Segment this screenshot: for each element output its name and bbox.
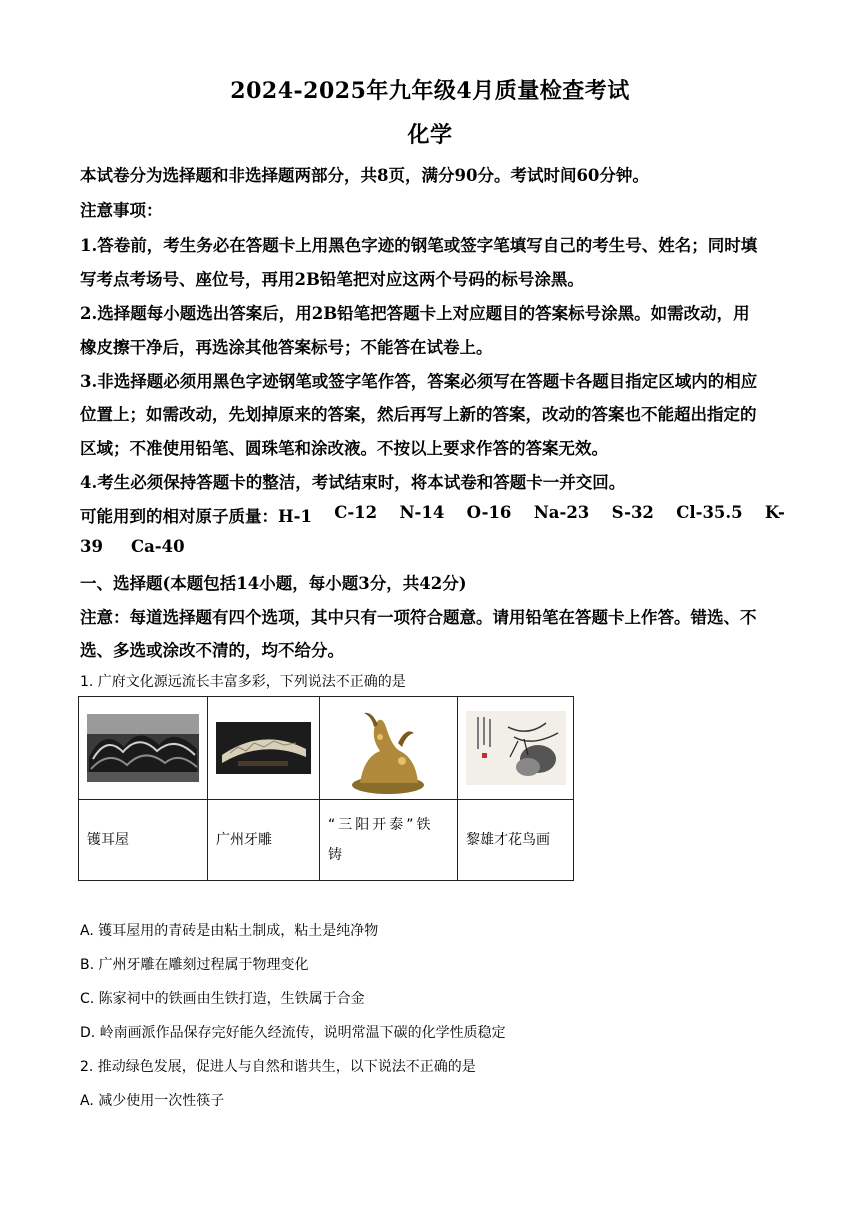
- image-cell: [320, 697, 458, 800]
- atomic-mass-item: H-1: [278, 507, 312, 526]
- question-2-option-a: A. 减少使用一次性筷子: [80, 1093, 225, 1109]
- image-cell: [458, 697, 574, 800]
- question-1-table: [78, 696, 574, 881]
- rule-3-line-2: 位置上；如需改动，先划掉原来的答案，然后再写上新的答案，改动的答案也不能超出指定的: [80, 405, 757, 424]
- question-1-option-a: A. 镬耳屋用的青砖是由粘土制成，粘土是纯净物: [80, 923, 379, 939]
- rule-4: 4.考生必须保持答题卡的整洁，考试结束时，将本试卷和答题卡一并交回。: [80, 473, 626, 492]
- exam-intro: 本试卷分为选择题和非选择题两部分，共8页，满分90分。考试时间60分钟。: [80, 166, 649, 185]
- atomic-mass-item: Na-23: [533, 503, 590, 522]
- atomic-mass-row: [80, 503, 785, 527]
- atomic-mass-item: K-: [764, 503, 785, 522]
- exam-title: 2024-2025年九年级4月质量检查考试: [230, 78, 630, 104]
- image-cell: [208, 697, 320, 800]
- image-cell: [79, 697, 208, 800]
- atomic-mass-label: 可能用到的相对原子质量：: [80, 507, 278, 526]
- section-heading: 一、选择题(本题包括14小题，每小题3分，共42分): [80, 574, 467, 593]
- notice-heading: 注意事项：: [80, 201, 163, 220]
- atomic-mass-item: N-14: [399, 503, 445, 522]
- rule-2-line-1: 2.选择题每小题选出答案后，用2B铅笔把答题卡上对应题目的答案标号涂黑。如需改动，用: [80, 304, 750, 323]
- caption-wok-ear-house: 镬耳屋: [79, 800, 208, 881]
- wok-ear-house-image: [79, 697, 207, 799]
- atomic-mass-item: C-12: [334, 503, 378, 522]
- atomic-mass-item: Ca-40: [130, 537, 185, 556]
- subject-title: 化学: [407, 122, 453, 148]
- caption-ivory-carving: 广州牙雕: [208, 800, 320, 881]
- caption-iron-casting: [320, 800, 458, 881]
- iron-casting-image: [320, 697, 457, 799]
- atomic-mass-continuation: [80, 537, 785, 556]
- rule-3-line-3: 区域；不准使用铅笔、圆珠笔和涂改液。不按以上要求作答的答案无效。: [80, 439, 608, 458]
- question-2-stem: 2. 推动绿色发展，促进人与自然和谐共生，以下说法不正确的是: [80, 1059, 476, 1075]
- atomic-mass-item: 39: [80, 537, 103, 556]
- bird-flower-painting-image: [458, 697, 573, 799]
- rule-3-line-1: 3.非选择题必须用黑色字迹钢笔或签字笔作答，答案必须写在答题卡各题目指定区域内的相应: [80, 372, 758, 391]
- question-1-option-b: B. 广州牙雕在雕刻过程属于物理变化: [80, 957, 309, 973]
- caption-iron-casting-line-1: “三阳开泰”铁: [328, 817, 434, 833]
- ivory-carving-image: [208, 697, 319, 799]
- rule-1-line-1: 1.答卷前，考生务必在答题卡上用黑色字迹的钢笔或签字笔填写自己的考生号、姓名；同时填: [80, 236, 758, 255]
- atomic-mass-item: O-16: [466, 503, 512, 522]
- rule-2-line-2: 橡皮擦干净后，再选涂其他答案标号；不能答在试卷上。: [80, 338, 493, 357]
- question-1-option-d: D. 岭南画派作品保存完好能久经流传，说明常温下碳的化学性质稳定: [80, 1025, 506, 1041]
- caption-painting: 黎雄才花鸟画: [458, 800, 574, 881]
- section-note-line-2: 选、多选或涂改不清的，均不给分。: [80, 641, 344, 660]
- caption-iron-casting-line-2: 铸: [328, 847, 342, 863]
- question-1-option-c: C. 陈家祠中的铁画由生铁打造，生铁属于合金: [80, 991, 365, 1007]
- atomic-mass-item: S-32: [611, 503, 654, 522]
- section-note-line-1: 注意：每道选择题有四个选项，其中只有一项符合题意。请用铅笔在答题卡上作答。错选、不: [80, 608, 757, 627]
- atomic-mass-item: Cl-35.5: [676, 503, 743, 522]
- question-1-stem: 1. 广府文化源远流长丰富多彩，下列说法不正确的是: [80, 674, 406, 690]
- rule-1-line-2: 写考点考场号、座位号，再用2B铅笔把对应这两个号码的标号涂黑。: [80, 270, 584, 289]
